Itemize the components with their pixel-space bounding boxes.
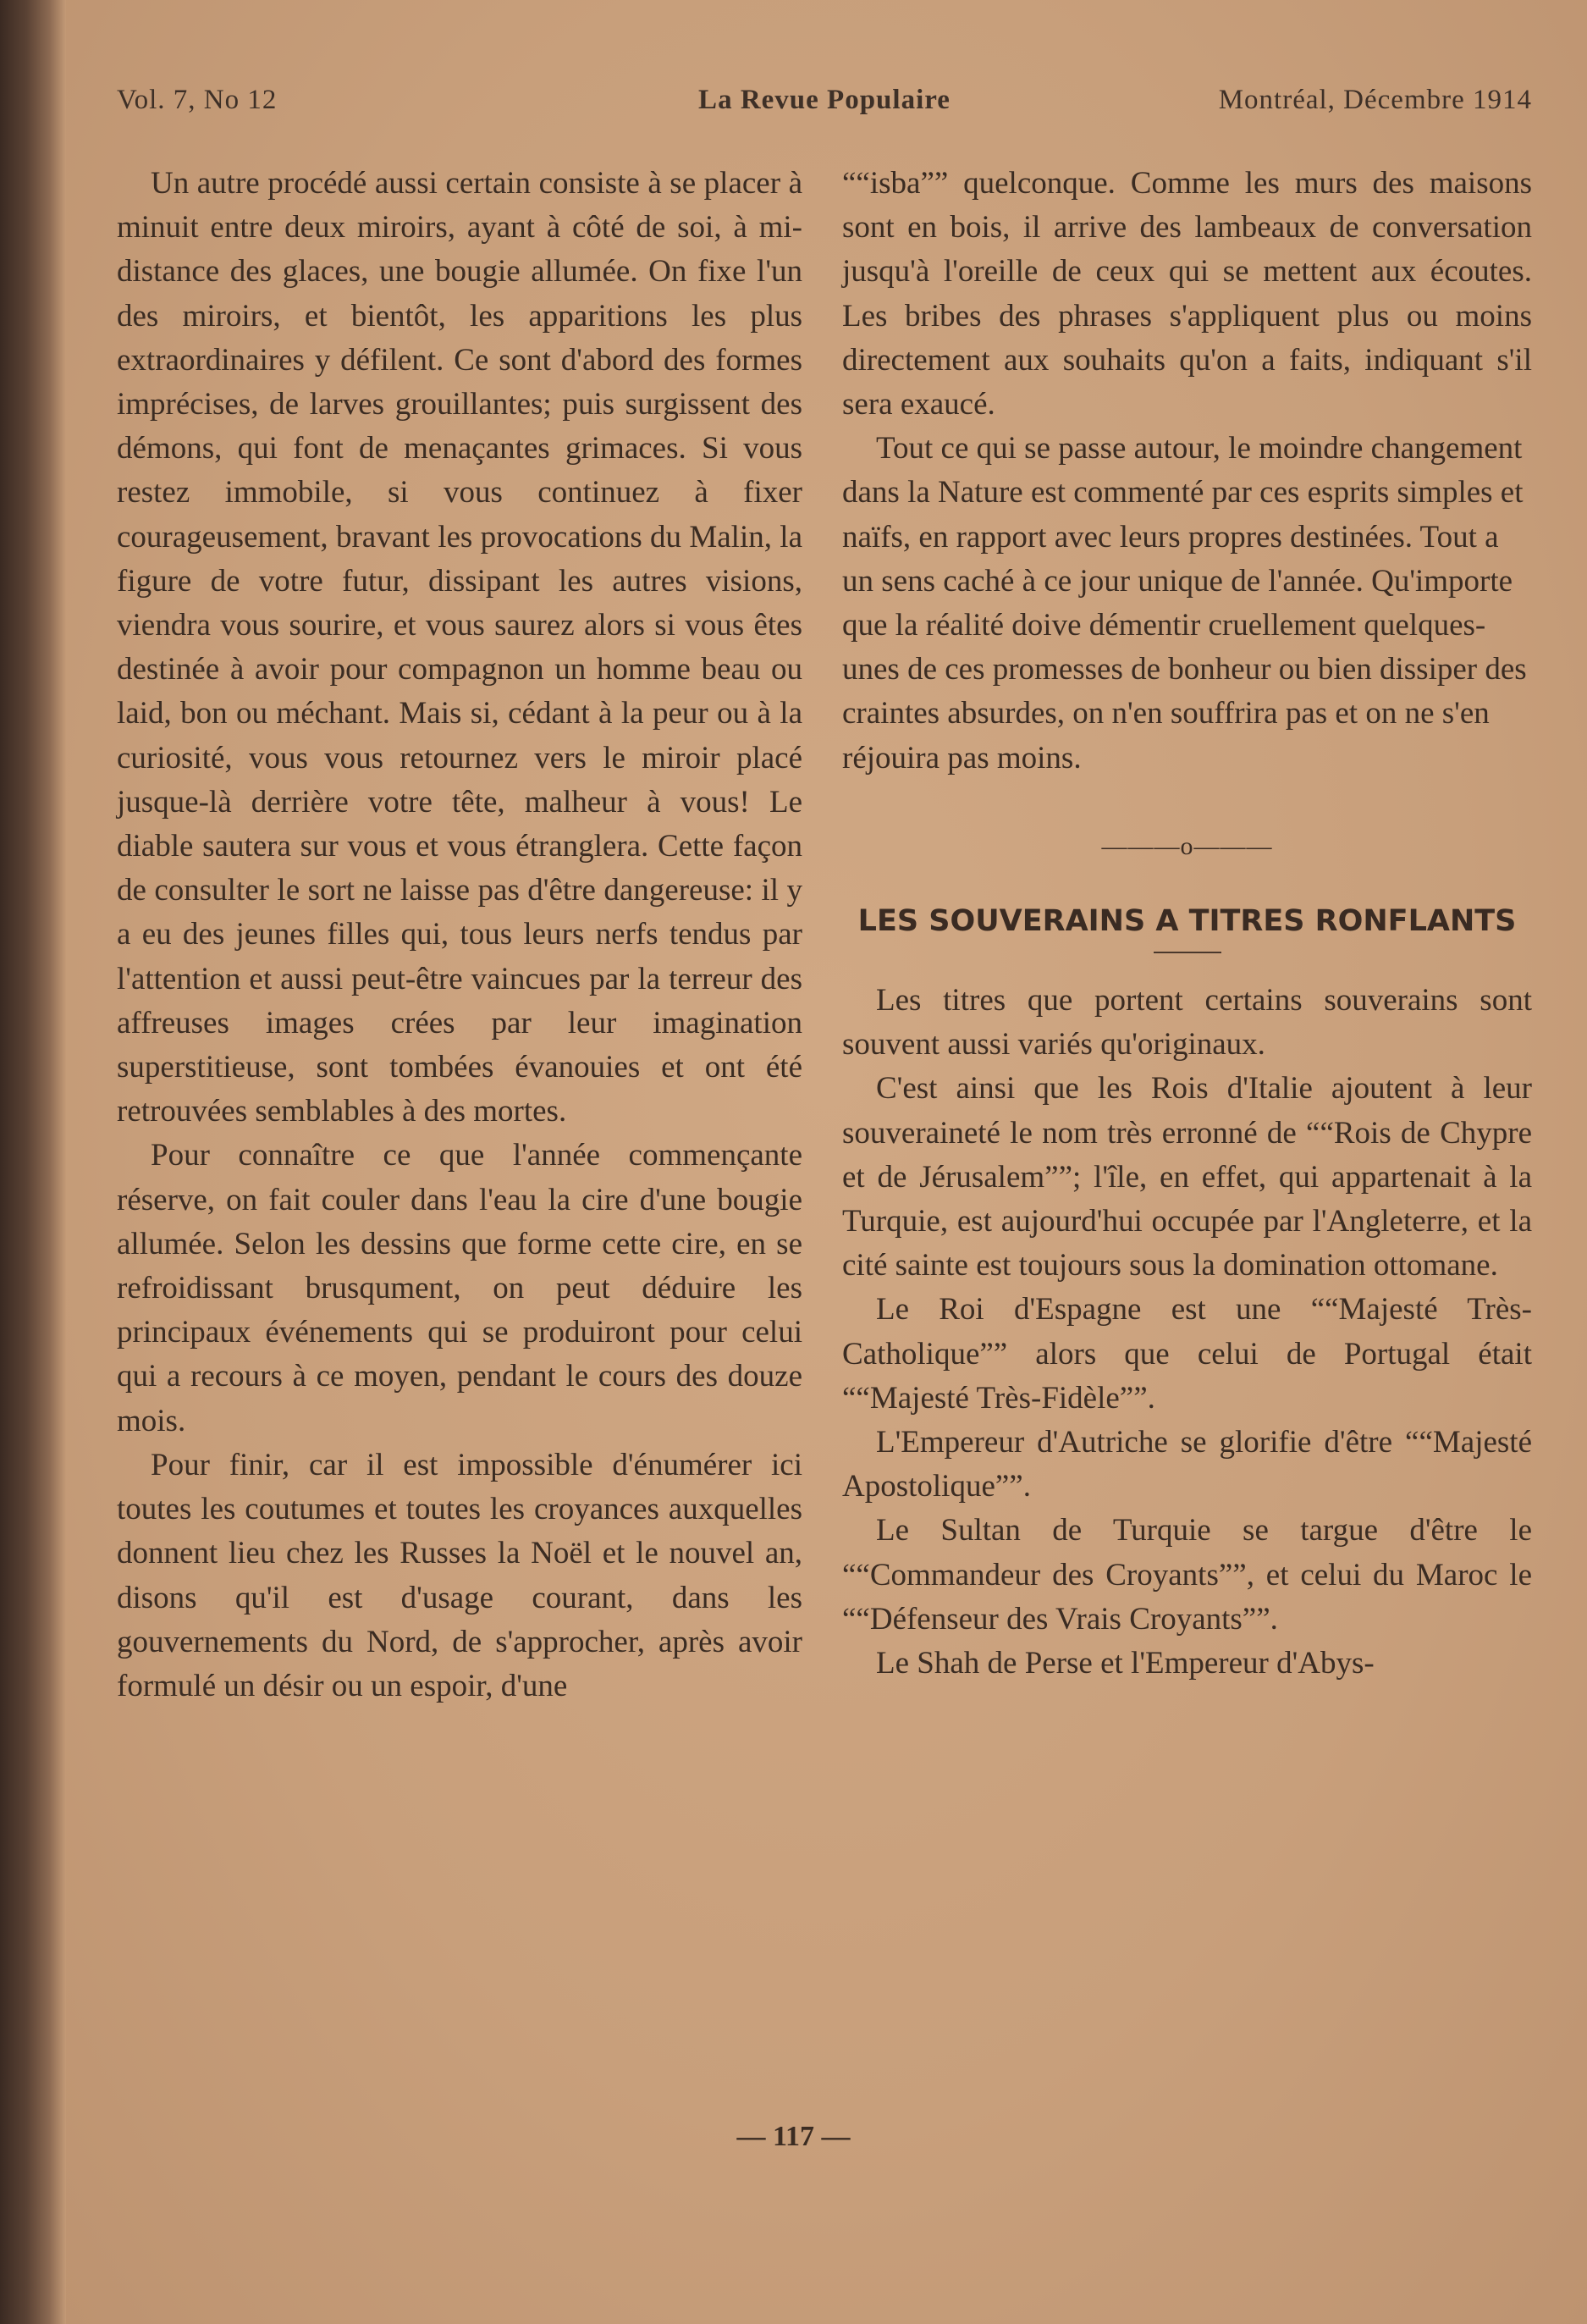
body-paragraph: Pour finir, car il est impossible d'énumérer ici toutes les coutumes et toutes les croyances auxquelles donnent lieu chez les Russes la Noël et le nouvel an, disons qu'il est d'usage courant, dans les gouvernements du Nord, de s'approcher, après avoir formulé un désir ou un espoir, d'une (117, 1447, 802, 1703)
body-paragraph: Un autre procédé aussi certain consiste à se placer à minuit entre deux miroirs, ayant à côté de soi, à mi-distance des glaces, une bougie allumée. On fixe l'un des miroirs, et bientôt, les apparitions les plus extraordinaires y défilent. Ce sont d'abord des formes imprécises, de larves grouillantes; puis surgissent des démons, qui font de menaçantes grimaces. Si vous restez immobile, si vous continuez à fixer courageusement, bravant les provocations du Malin, la figure de votre futur, dissipant les autres visions, viendra vous sourire, et vous saurez alors si vous êtes destinée à avoir pour compagnon un homme beau ou laid, bon ou méchant. Mais si, cédant à la peur ou à la curiosité, vous vous retournez vers le miroir placé jusque-là derrière votre tête, malheur à vous! Le diable sautera sur vous et vous étranglera. Cette façon de consulter le sort ne laisse pas d'être dangereuse: il y a eu des jeunes filles qui, tous leurs nerfs tendus par l'attention et aussi peut-être vaincues par la terreur des affreuses images crées par leur imagination superstitieuse, sont tombées évanouies et ont été retrouvées semblables à des mortes. (117, 166, 802, 1129)
body-paragraph: C'est ainsi que les Rois d'Italie ajoutent à leur souveraineté le nom très erronné de ““Rois de Chypre et de Jérusalem””; l'île, en effet, qui appartenait à la Turquie, est aujourd'hui occupée par l'Angleterre, et la cité sainte est toujours sous la domination ottomane. (842, 1071, 1532, 1283)
page-binding-shadow (0, 0, 66, 2324)
header-volume: Vol. 7, No 12 (117, 85, 278, 115)
body-paragraph: Le Sultan de Turquie se targue d'être le ““Commandeur des Croyants””, et celui du Maroc le ““Défenseur des Vrais Croyants””. (842, 1513, 1532, 1637)
running-header (117, 85, 1532, 127)
left-column (117, 162, 802, 1708)
header-place-date: Montréal, Décembre 1914 (1218, 85, 1532, 115)
continued-paragraph: ““isba”” quelconque. Comme les murs des maisons sont en bois, il arrive des lambeaux de conversation jusqu'à l'oreille de ceux qui se mettent aux écoutes. Les bribes des phrases s'appliquent plus ou moins directement aux souhaits qu'on a faits, indiquant s'il sera exaucé. (842, 166, 1532, 422)
section-title: LES SOUVERAINS A TITRES RONFLANTS (857, 904, 1517, 939)
body-paragraph: Les titres que portent certains souverains sont souvent aussi variés qu'originaux. (842, 983, 1532, 1063)
page-number: — 117 — (736, 2121, 851, 2152)
body-paragraph: L'Empereur d'Autriche se glorifie d'être ““Majesté Apostolique””. (842, 1425, 1532, 1504)
section-separator: ———o——— (1101, 831, 1273, 860)
body-paragraph: Le Roi d'Espagne est une ““Majesté Très-Catholique”” alors que celui de Portugal était ““Majesté Très-Fidèle””. (842, 1292, 1532, 1416)
title-rule (1154, 952, 1221, 953)
body-paragraph: Le Shah de Perse et l'Empereur d'Abys- (876, 1646, 1375, 1681)
header-journal-title: La Revue Populaire (698, 85, 951, 115)
body-paragraph: Pour connaître ce que l'année commençante réserve, on fait couler dans l'eau la cire d'une bougie allumée. Selon les dessins que forme cette cire, en se refroidissant brusqument, on peut déduire les principaux événements qui se produiront pour celui qui a recours à ce moyen, pendant le cours des douze mois. (117, 1138, 802, 1438)
right-column (842, 162, 1532, 1686)
body-paragraph: Tout ce qui se passe autour, le moindre changement dans la Nature est commenté par ces esprits simples et naïfs, en rapport avec leurs propres destinées. Tout a un sens caché à ce jour unique de l'année. Qu'importe que la réalité doive démentir cruellement quelques-unes de ces promesses de bonheur ou bien dissiper des craintes absurdes, on n'en souffrira pas et on ne s'en réjouira pas moins. (842, 431, 1527, 776)
